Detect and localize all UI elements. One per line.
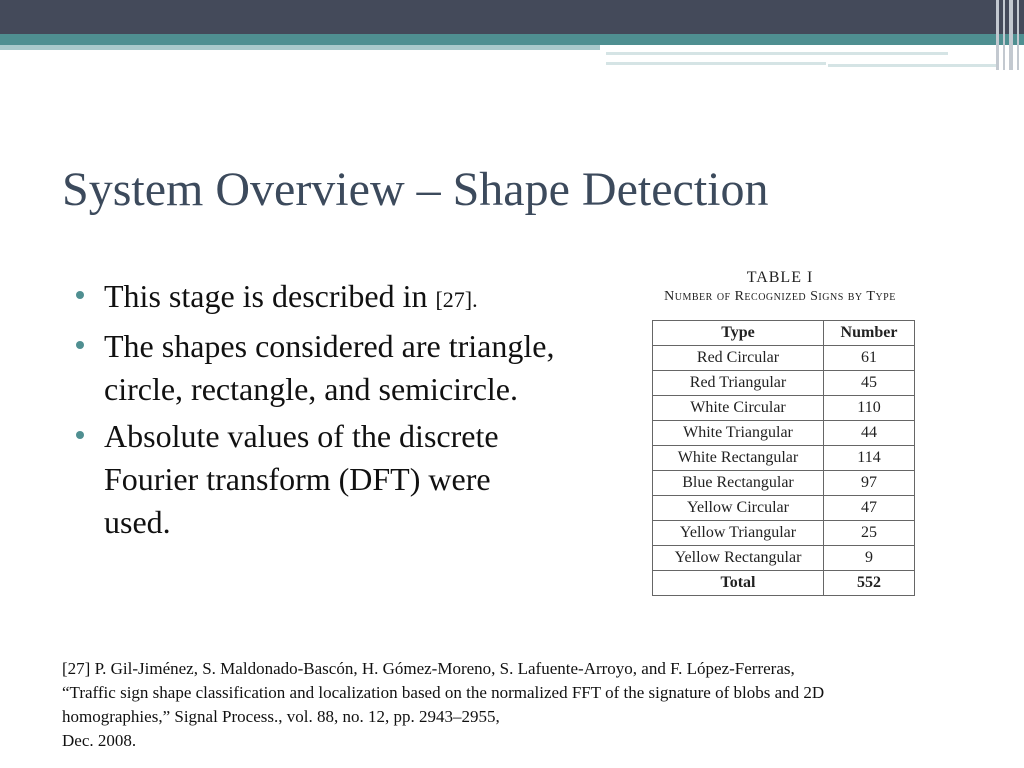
table-figure-heading	[620, 268, 940, 306]
bullet-text: This stage is described in	[104, 278, 436, 314]
table-row	[653, 471, 915, 496]
table-cell-type: Blue Rectangular	[653, 471, 824, 496]
signs-table	[652, 320, 915, 596]
reference-line: homographies,” Signal Process., vol. 88, no. 12, pp. 2943–2955,	[62, 707, 500, 726]
header-thin-line	[828, 64, 996, 67]
reference-line: “Traffic sign shape classification and localization based on the normalized FFT of the signature of blobs and 2D	[62, 683, 825, 702]
bullet-text: Absolute values of the discrete Fourier transform (DFT) were used.	[104, 418, 499, 540]
table-cell-type: Red Triangular	[653, 371, 824, 396]
table-cell-number: 9	[824, 546, 915, 571]
table-row	[653, 521, 915, 546]
table-row	[653, 396, 915, 421]
header-light-bar	[0, 45, 600, 50]
header-dark-bar	[0, 0, 1024, 34]
table-cell-type: White Circular	[653, 396, 824, 421]
table-cell-type: Yellow Triangular	[653, 521, 824, 546]
table-label: TABLE I	[746, 269, 814, 286]
table-header-type: Type	[653, 321, 824, 346]
table-row	[653, 371, 915, 396]
table-row	[653, 446, 915, 471]
table-total-value: 552	[824, 571, 915, 596]
bullet-item	[76, 275, 556, 321]
table-cell-number: 114	[824, 446, 915, 471]
bullet-list	[76, 275, 556, 548]
reference-footnote	[62, 657, 982, 753]
reference-line: [27] P. Gil-Jiménez, S. Maldonado-Bascón, H. Gómez-Moreno, S. Lafuente-Arroyo, and F. López-Ferreras,	[62, 659, 795, 678]
bullet-dot-icon	[76, 341, 84, 349]
table-cell-number: 110	[824, 396, 915, 421]
bullet-dot-icon	[76, 431, 84, 439]
header-thin-line	[606, 52, 948, 55]
table-header-number: Number	[824, 321, 915, 346]
bullet-dot-icon	[76, 291, 84, 299]
table-cell-type: White Triangular	[653, 421, 824, 446]
table-header-row	[653, 321, 915, 346]
table-cell-type: Yellow Rectangular	[653, 546, 824, 571]
table-row	[653, 496, 915, 521]
table-cell-number: 45	[824, 371, 915, 396]
table-caption: Number of Recognized Signs by Type	[664, 289, 896, 304]
table-cell-number: 97	[824, 471, 915, 496]
table-cell-number: 47	[824, 496, 915, 521]
table-cell-type: Yellow Circular	[653, 496, 824, 521]
bullet-text: The shapes considered are triangle, circle, rectangle, and semicircle.	[104, 328, 555, 407]
table-row	[653, 346, 915, 371]
table-row	[653, 546, 915, 571]
citation: [27].	[435, 287, 478, 312]
table-cell-number: 25	[824, 521, 915, 546]
table-row	[653, 421, 915, 446]
table-cell-number: 61	[824, 346, 915, 371]
table-cell-type: Red Circular	[653, 346, 824, 371]
table-total-label: Total	[653, 571, 824, 596]
header-thin-line	[606, 62, 826, 65]
table-cell-type: White Rectangular	[653, 446, 824, 471]
bullet-item	[76, 325, 556, 411]
slide-title: System Overview – Shape Detection	[62, 163, 769, 216]
header-vertical-lines	[994, 0, 1024, 70]
table-total-row	[653, 571, 915, 596]
header-teal-bar	[0, 34, 1024, 45]
table-cell-number: 44	[824, 421, 915, 446]
bullet-item	[76, 415, 556, 544]
reference-line: Dec. 2008.	[62, 731, 137, 750]
